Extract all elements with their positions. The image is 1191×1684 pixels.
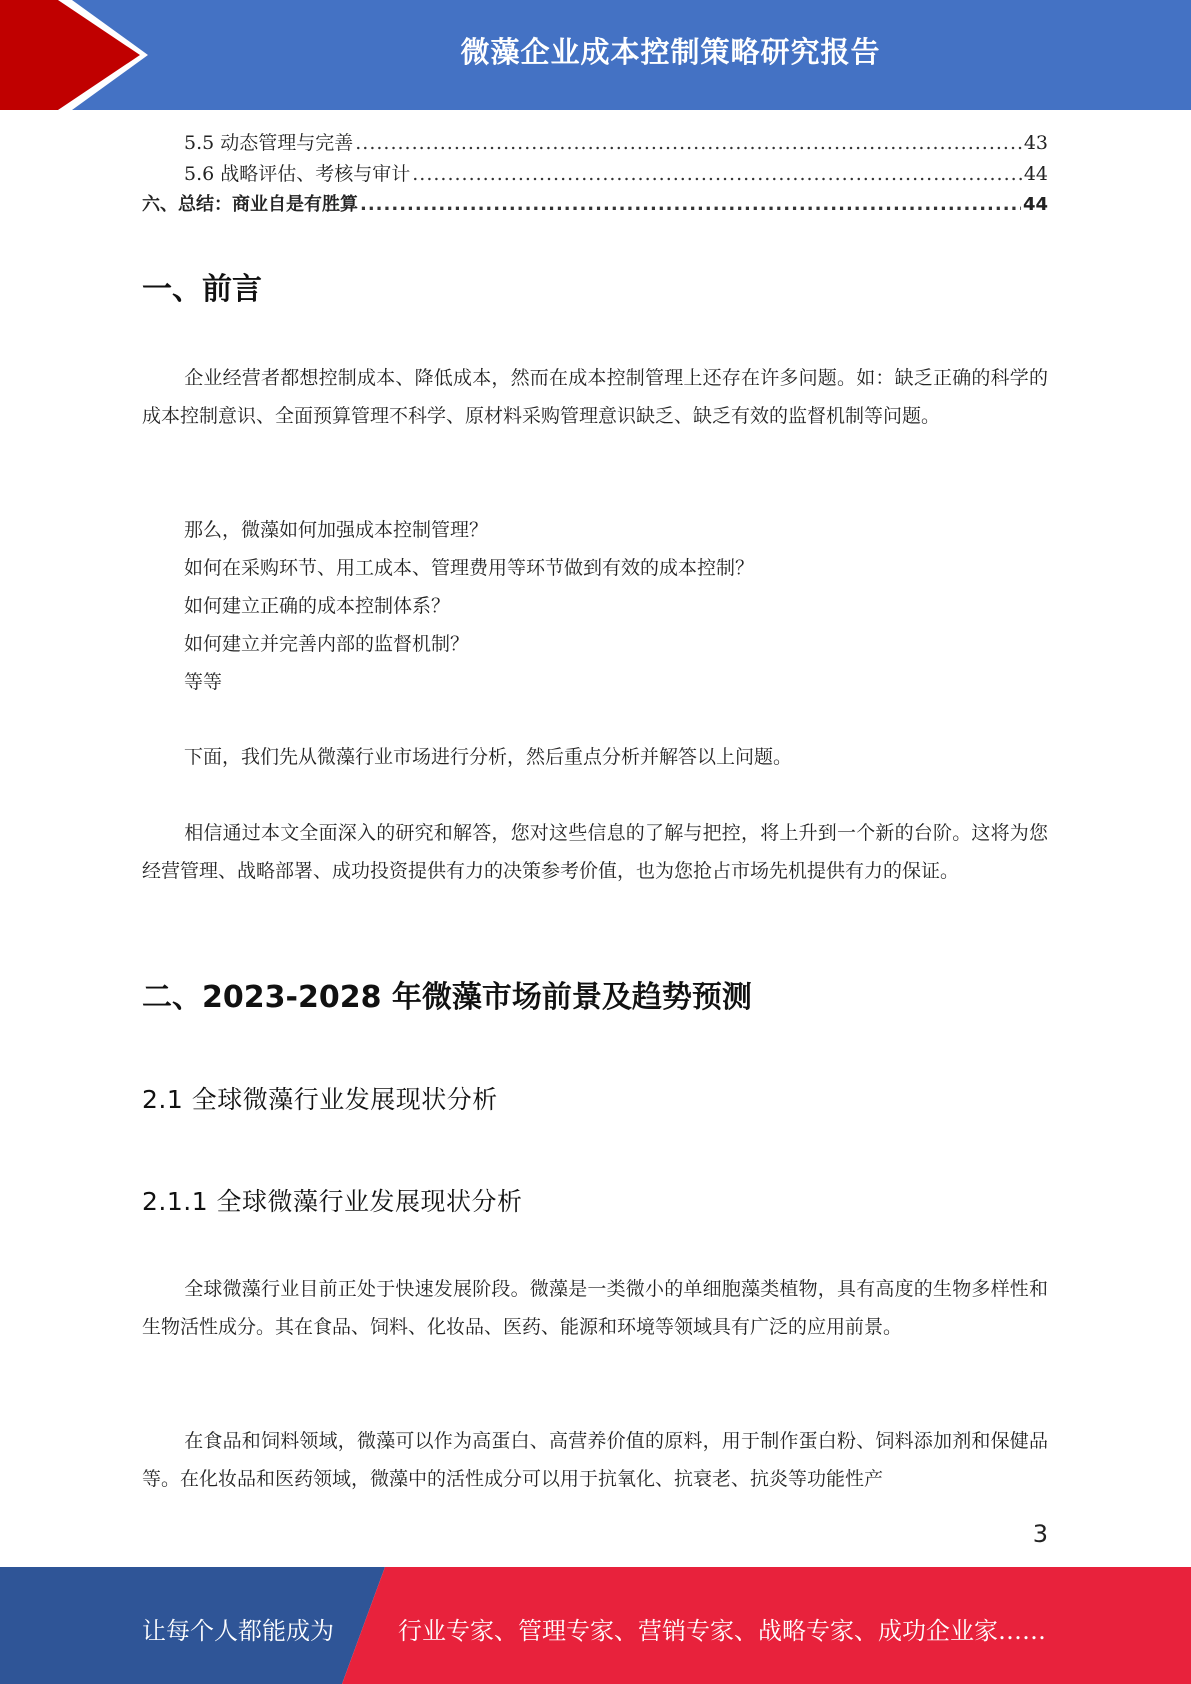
toc-entry-label: 六、总结：商业自是有胜算: [142, 194, 358, 215]
question-line: 那么，微藻如何加强成本控制管理？: [184, 519, 489, 541]
subsection-heading: 2.1 全球微藻行业发展现状分析: [142, 1085, 498, 1114]
market-paragraph-1: [142, 1270, 1048, 1346]
toc-entry[interactable]: [142, 159, 1048, 189]
question-line: 如何建立正确的成本控制体系？: [184, 595, 451, 617]
page-number: 3: [1032, 1520, 1048, 1548]
report-title: 微藻企业成本控制策略研究报告: [460, 35, 881, 69]
toc-leader-dots: [355, 132, 1022, 154]
intro-paragraph-2: 下面，我们先从微藻行业市场进行分析，然后重点分析并解答以上问题。: [184, 746, 793, 768]
toc-leader-dots: [360, 194, 1021, 215]
market-paragraph-2-text: 在食品和饲料领域，微藻可以作为高蛋白、高营养价值的原料，用于制作蛋白粉、饲料添加剂和保健品等。在化妆品和医药领域，微藻中的活性成分可以用于抗氧化、抗衰老、抗炎等功能性产: [142, 1430, 1048, 1490]
toc-entry-page: 44: [1023, 163, 1048, 185]
section-heading-intro: 一、前言: [142, 272, 262, 307]
footer-slogan-right: 行业专家、管理专家、营销专家、战略专家、成功企业家……: [398, 1617, 1046, 1645]
toc-entry[interactable]: [142, 128, 1048, 158]
question-line: 如何建立并完善内部的监督机制？: [184, 633, 470, 655]
intro-paragraph-3: [142, 814, 1048, 890]
subsection-heading: 2.1.1 全球微藻行业发展现状分析: [142, 1187, 523, 1216]
intro-paragraph-1-text: 企业经营者都想控制成本、降低成本，然而在成本控制管理上还存在许多问题。如：缺乏正确的科学的成本控制意识、全面预算管理不科学、原材料采购管理意识缺乏、缺乏有效的监督机制等问题。: [142, 367, 1048, 427]
toc-entry[interactable]: [142, 190, 1048, 220]
market-paragraph-1-text: 全球微藻行业目前正处于快速发展阶段。微藻是一类微小的单细胞藻类植物，具有高度的生物多样性和生物活性成分。其在食品、饲料、化妆品、医药、能源和环境等领域具有广泛的应用前景。: [142, 1278, 1048, 1338]
question-line: 等等: [184, 671, 223, 693]
toc-leader-dots: [412, 163, 1022, 185]
toc-entry-label: 5.5 动态管理与完善: [184, 132, 354, 154]
question-line: 如何在采购环节、用工成本、管理费用等环节做到有效的成本控制？: [184, 557, 755, 579]
intro-paragraph-1: [142, 359, 1048, 435]
toc-entry-page: 44: [1022, 194, 1048, 215]
page-header: [0, 0, 1191, 110]
market-paragraph-2: [142, 1422, 1048, 1498]
toc-entry-label: 5.6 战略评估、考核与审计: [184, 163, 411, 185]
footer-slogan-left: 让每个人都能成为: [142, 1617, 334, 1645]
page-footer: [0, 1567, 1191, 1684]
intro-paragraph-3-text: 相信通过本文全面深入的研究和解答，您对这些信息的了解与把控，将上升到一个新的台阶。这将为您经营管理、战略部署、成功投资提供有力的决策参考价值，也为您抢占市场先机提供有力的保证。: [142, 822, 1048, 882]
section-heading-market: 二、2023-2028 年微藻市场前景及趋势预测: [142, 980, 752, 1015]
toc-entry-page: 43: [1023, 132, 1048, 154]
